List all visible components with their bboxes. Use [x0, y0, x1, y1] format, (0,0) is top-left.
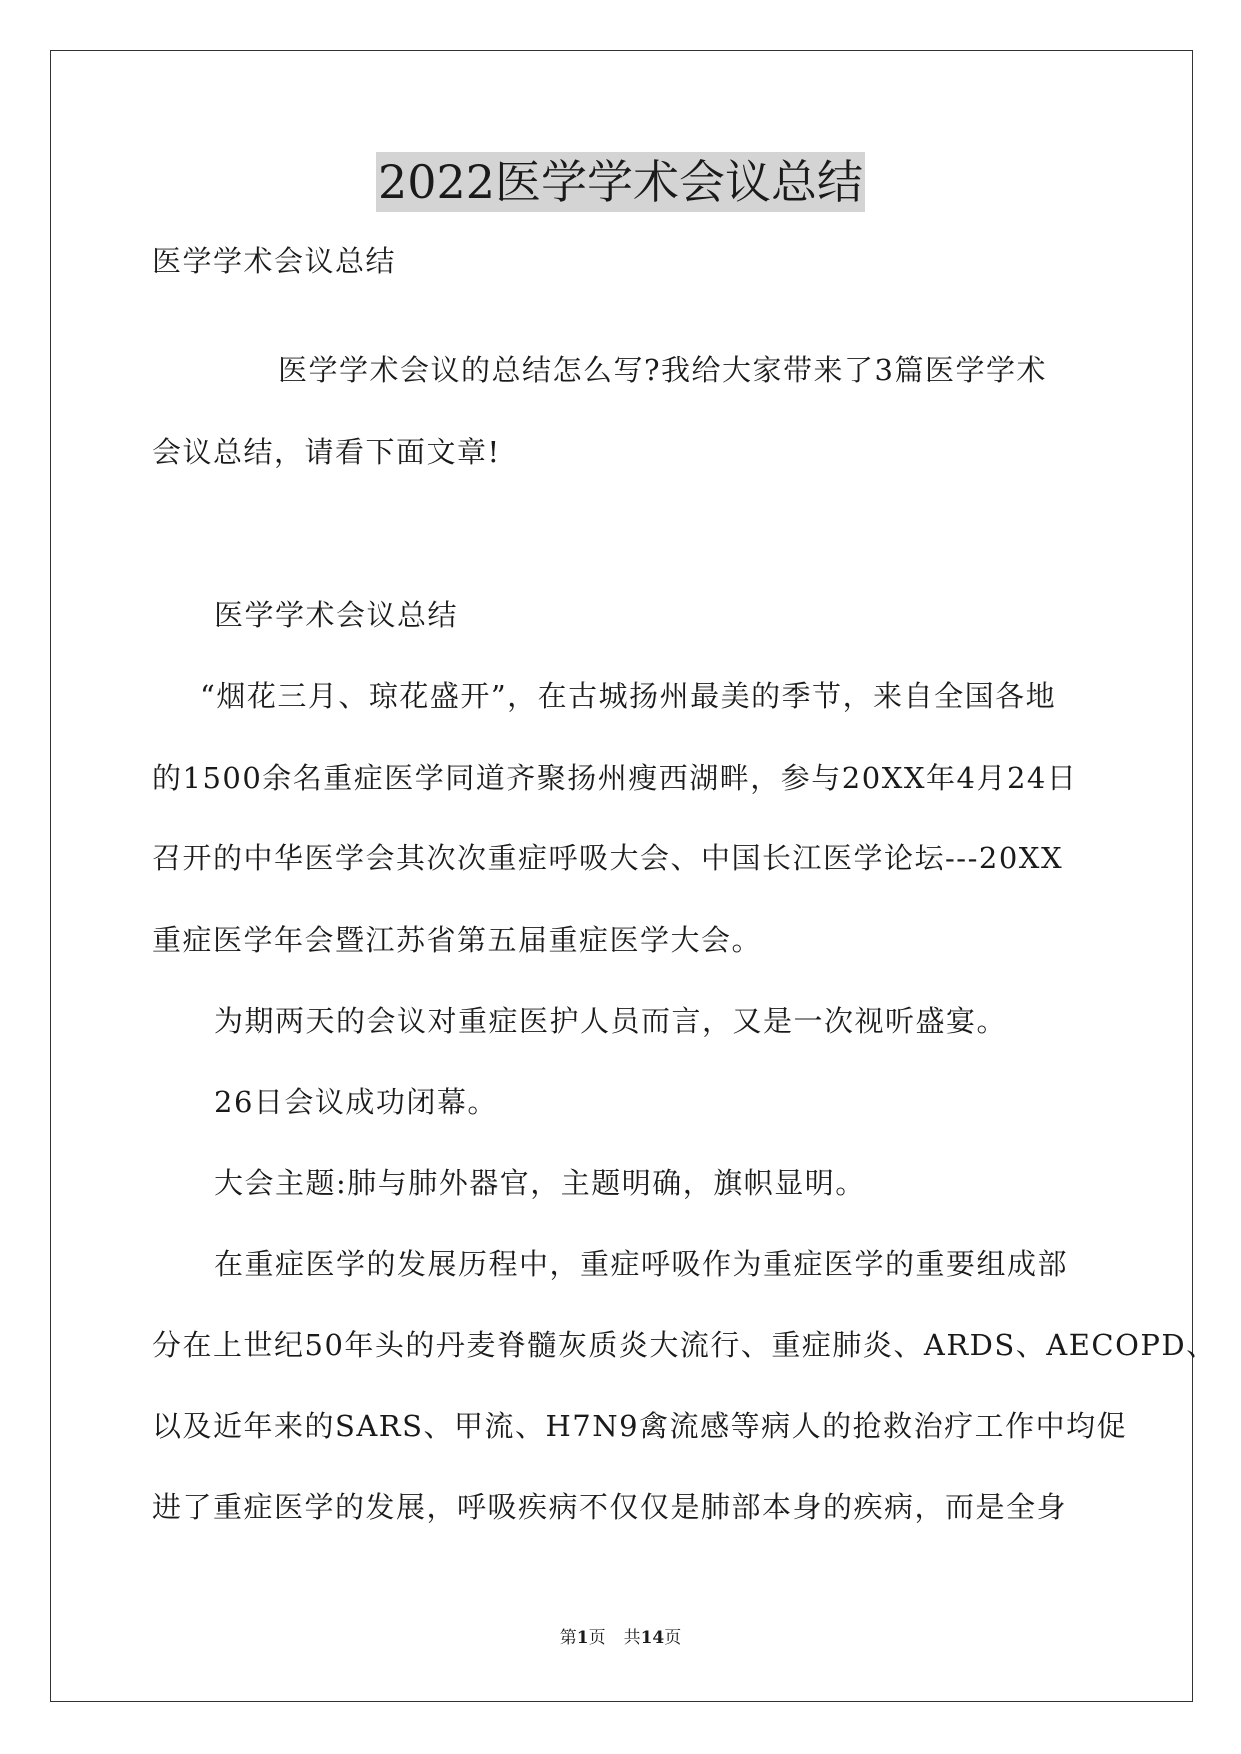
footer-total-suffix: 页 [664, 1628, 682, 1648]
paragraph-line: 为期两天的会议对重症医护人员而言，又是一次视听盛宴。 [214, 1004, 1008, 1038]
subsection-heading: 医学学术会议总结 [214, 598, 459, 632]
title-container [0, 152, 1241, 212]
page-footer [0, 1627, 1241, 1649]
paragraph-line: 会议总结，请看下面文章! [152, 435, 501, 469]
page-border [50, 50, 1193, 1702]
paragraph-line: 进了重症医学的发展，呼吸疾病不仅仅是肺部本身的疾病，而是全身 [152, 1490, 1068, 1524]
paragraph-line: 26日会议成功闭幕。 [214, 1085, 498, 1119]
footer-page-suffix: 页 [588, 1628, 606, 1648]
paragraph-line: 分在上世纪50年头的丹麦脊髓灰质炎大流行、重症肺炎、ARDS、AECOPD、 [152, 1328, 1217, 1362]
document-title: 2022医学学术会议总结 [376, 152, 865, 212]
footer-total-pages: 14 [640, 1628, 665, 1648]
paragraph-line: 重症医学年会暨江苏省第五届重症医学大会。 [152, 923, 763, 957]
section-heading: 医学学术会议总结 [152, 244, 397, 278]
paragraph-line: 在重症医学的发展历程中，重症呼吸作为重症医学的重要组成部 [214, 1247, 1069, 1281]
paragraph-line: 医学学术会议的总结怎么写?我给大家带来了3篇医学学术 [278, 353, 1047, 387]
paragraph-line: 召开的中华医学会其次次重症呼吸大会、中国长江医学论坛---20XX [152, 841, 1064, 875]
footer-prefix: 第 [559, 1628, 577, 1648]
footer-page-number: 1 [576, 1628, 589, 1648]
paragraph-line: 大会主题:肺与肺外器官，主题明确，旗帜显明。 [214, 1166, 866, 1200]
paragraph-line: 的1500余名重症医学同道齐聚扬州瘦西湖畔，参与20XX年4月24日 [152, 761, 1078, 795]
footer-total-prefix: 共 [623, 1628, 641, 1648]
paragraph-line: 以及近年来的SARS、甲流、H7N9禽流感等病人的抢救治疗工作中均促 [152, 1409, 1128, 1443]
paragraph-line: “烟花三月、琼花盛开”，在古城扬州最美的季节，来自全国各地 [200, 679, 1057, 713]
